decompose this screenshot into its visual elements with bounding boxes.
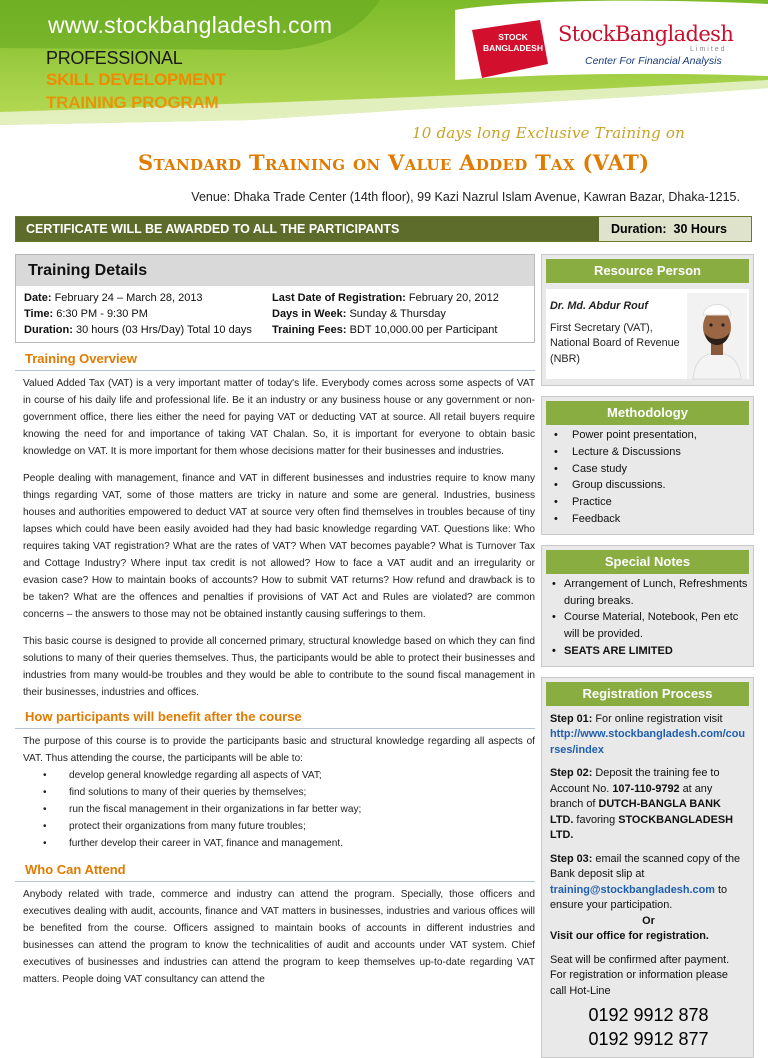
page-title: Standard Training on Value Added Tax (VAT) [138, 150, 650, 175]
special-notes-box [541, 545, 754, 667]
overview-paragraph-3: This basic course is designed to provide all concerned primary, structural knowledge based on which they can find solutions to many of their queries themselves. Thus, the participants would be able to protect their businesses and industries from many would-be troubles and they would be able to contribute to the sound fiscal management in their businesses, industries and offices. [23, 636, 535, 698]
registration-step-2: Step 02: Deposit the training fee to Account No. 107-110-9792 at any branch of DUTCH-BANGLA BANK LTD. favoring STOCKBANGLADESH LTD. [550, 767, 733, 842]
detail-duration: Duration: 30 hours (03 Hrs/Day) Total 10 days [24, 324, 252, 336]
special-notes-list [546, 574, 749, 660]
account-number: 107-110-9792 [612, 782, 680, 795]
site-url[interactable]: www.stockbangladesh.com [48, 12, 333, 38]
list-item: • further develop their career in VAT, finance and management. [43, 835, 535, 852]
hotline-phone-1[interactable]: 0192 9912 878 [588, 1005, 709, 1026]
resource-person-heading: Resource Person [546, 259, 749, 283]
payee-name: STOCKBANGLADESH LTD. [550, 813, 733, 842]
benefit-heading: How participants will benefit after the course [15, 705, 535, 729]
person-portrait-icon [687, 293, 747, 379]
training-details-grid [16, 286, 534, 342]
certificate-text: CERTIFICATE WILL BE AWARDED TO ALL THE PARTICIPANTS [16, 217, 599, 241]
benefit-list [15, 767, 535, 852]
registration-visit: Visit our office for registration. [550, 930, 709, 943]
benefit-intro: The purpose of this course is to provide the participants basic and structural knowledge regarding all aspects of VAT. Thus attending the course, the participants will be able to: [23, 736, 535, 764]
list-item: • Course Material, Notebook, Pen etc will be provided. [550, 609, 749, 643]
stockbangladesh-logo-badge [470, 20, 550, 78]
registration-heading: Registration Process [546, 682, 749, 706]
detail-days: Days in Week: Sunday & Thursday [272, 308, 446, 320]
methodology-heading: Methodology [546, 401, 749, 425]
program-line-professional: PROFESSIONAL [46, 48, 183, 68]
overview-paragraph-2: People dealing with management, finance and VAT in different businesses and industries require to know many things regarding VAT, some of those matters are tricky in nature and some are general. Industries, business houses and authorities empowered to deduct VAT at source very often find themselves in troubles because of tiny lapses which could have been easily avoided had they had basic knowledge regarding VAT. Questions like: Who requires taking VAT registration? What are the rates of VAT? When VAT becomes payable? What is Turnover Tax and Cottage Industry? Where input tax credit is not allowed? How to face a VAT audit and an irregularity or evasion case? How to maintain books of accounts? How to submit VAT returns? How refund and drawback is to be taken? What are the offences and penalties if provisions of VAT Act and Rules are violated? are common concerns – the answers to those may not be obtained instantly causing sufferings to them. [23, 473, 535, 620]
headline-subtitle: 10 days long Exclusive Training on [412, 124, 685, 142]
program-line-skill: SKILL DEVELOPMENT [46, 70, 226, 89]
overview-paragraph-1: Valued Added Tax (VAT) is a very important matter of today's life. Everybody comes across some aspects of VAT in course of his daily life and professional life. Be it an industry or any business house or any government or non-government office, there lies either the need for paying VAT or deducting VAT at source. All retail buyers require knowing the need for and importance of taking VAT Chalan. So, it is important for everyone to obtain basic knowledge on VAT. It is more important for them whose decisions matter for their businesses and industries. [23, 378, 535, 457]
list-item: • develop general knowledge regarding all aspects of VAT; [43, 767, 535, 784]
list-item: • SEATS ARE LIMITED [550, 643, 749, 660]
duration-value: 30 Hours [673, 222, 728, 236]
right-column [541, 254, 754, 1058]
registration-link[interactable]: http://www.stockbangladesh.com/courses/index [550, 728, 746, 756]
list-item: • Arrangement of Lunch, Refreshments during breaks. [550, 576, 749, 610]
list-item: • Feedback [550, 511, 749, 528]
special-notes-heading: Special Notes [546, 550, 749, 574]
list-item: • Case study [550, 461, 749, 478]
left-column [15, 254, 535, 988]
detail-date: Date: February 24 – March 28, 2013 [24, 292, 203, 304]
list-item: • protect their organizations from many future troubles; [43, 818, 535, 835]
list-item: • Practice [550, 494, 749, 511]
list-item: • Group discussions. [550, 477, 749, 494]
duration-box [599, 217, 751, 241]
registration-or: Or [642, 914, 655, 927]
attend-text: Anybody related with trade, commerce and industry can attend the program. Specially, those officers and executives dealing with audit, accounts, finance and VAT matters in businesses, industries and various offices will be benefited from the course. Officers assigned to maintain books of accounts in different industries and businesses can attend the program to know the technicalities of audit and accounts under VAT system. Chief executives of businesses and industries can attend the program to keep themselves up-to-date regarding VAT matters. People doing VAT consultancy can attend the [23, 889, 535, 985]
methodology-list [546, 425, 749, 528]
list-item: • find solutions to many of their queries by themselves; [43, 784, 535, 801]
detail-time: Time: 6:30 PM - 9:30 PM [24, 308, 148, 320]
detail-fees: Training Fees: BDT 10,000.00 per Participant [272, 324, 498, 336]
list-item: • Lecture & Discussions [550, 444, 749, 461]
venue-text: Venue: Dhaka Trade Center (14th floor), 99 Kazi Nazrul Islam Avenue, Kawran Bazar, Dhaka-1215. [191, 190, 740, 204]
overview-heading: Training Overview [15, 347, 535, 371]
hotline-phone-2[interactable]: 0192 9912 877 [588, 1029, 709, 1050]
bank-name: DUTCH-BANGLA BANK LTD. [550, 798, 721, 826]
registration-steps [546, 706, 749, 1052]
brand-name: StockBangladesh [558, 22, 734, 46]
methodology-box [541, 396, 754, 535]
resource-person-info [546, 289, 684, 379]
brand-tagline: Center For Financial Analysis [585, 55, 722, 67]
resource-person-photo [687, 293, 747, 379]
registration-box [541, 677, 754, 1058]
registration-confirm: Seat will be confirmed after payment. For registration or information please call Hot-Line [550, 953, 730, 997]
logo-badge-text: STOCK BANGLADESH [483, 32, 543, 53]
attend-heading: Who Can Attend [15, 858, 535, 882]
registration-email-link[interactable]: training@stockbangladesh.com [550, 883, 715, 896]
training-details-box [15, 254, 535, 343]
duration-label: Duration: [611, 222, 667, 236]
registration-step-3: Step 03: email the scanned copy of the Bank deposit slip at training@stockbangladesh.com to ensure your participation. [550, 852, 741, 912]
resource-person-name: Dr. Md. Abdur Rouf [550, 300, 648, 312]
header-banner [0, 0, 768, 125]
detail-last-registration: Last Date of Registration: February 20, 2012 [272, 292, 499, 304]
brand-sub: Limited [690, 46, 727, 53]
training-details-heading: Training Details [16, 255, 534, 286]
resource-person-role: First Secretary (VAT), National Board of Revenue (NBR) [550, 321, 680, 365]
list-item: • Power point presentation, [550, 427, 749, 444]
program-line-training: TRAINING PROGRAM [46, 93, 219, 112]
registration-step-1: Step 01: For online registration visit http://www.stockbangladesh.com/courses/index [550, 712, 746, 756]
certificate-bar [15, 216, 752, 242]
list-item: • run the fiscal management in their organizations in far better way; [43, 801, 535, 818]
resource-person-card [546, 289, 749, 379]
resource-person-box [541, 254, 754, 386]
